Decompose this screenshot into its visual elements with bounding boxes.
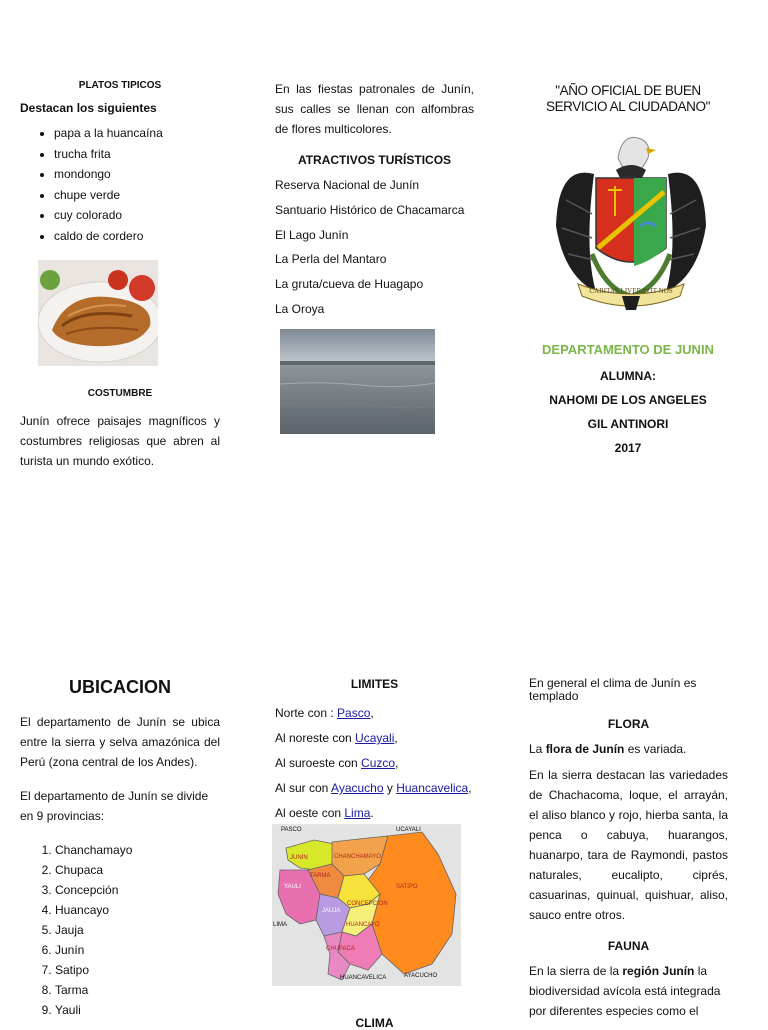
atractivo-item: Santuario Histórico de Chacamarca [275,202,465,217]
flora-suffix: es variada. [624,742,687,756]
map-label-huancayo: HUANCAYO [346,922,380,928]
limites-title: LIMITES [350,677,399,691]
clima-title: CLIMA [355,1016,394,1030]
provincia-item: 8. Tarma [55,980,220,1000]
map-label-huancavelica: HUANCAVELICA [340,975,387,981]
clima-text: En general el clima de Junín es templado [529,676,697,703]
map-label-concepcion: CONCEPCION [347,901,388,907]
atractivo-item: La Oroya [275,301,325,316]
map-label-ayacucho: AYACUCHO [404,973,438,979]
provincia-item: 7. Satipo [55,960,220,980]
flora-bold: flora de Junín [545,742,625,756]
plato-item: • chupe verde [54,185,220,206]
atractivo-item: La Perla del Mantaro [275,252,387,267]
platos-list [20,123,220,246]
plato-item: • papa a la huancaína [54,123,220,144]
provincias-list [20,840,220,1020]
lima-link[interactable]: Lima [344,806,371,820]
sur-prefix: Al sur con [275,781,332,795]
suroeste-suffix: , [395,756,399,770]
plato-item: • cuy colorado [54,205,220,226]
panel-costumbre [20,388,220,471]
limite-sur [275,778,474,798]
panel-atractivos [275,79,474,324]
noreste-suffix: , [394,731,398,745]
map-label-jauja: JAUJA [322,908,341,914]
costumbre-title: COSTUMBRE [87,388,153,399]
provincia-item: 3. Concepción [55,880,220,900]
plato-item: • trucha frita [54,144,220,165]
map-label-lima: LIMA [273,922,288,928]
alumna-label: ALUMNA: [600,369,656,383]
atractivos-title: ATRACTIVOS TURÍSTICOS [297,153,452,167]
year: 2017 [614,441,642,455]
sur-suffix: , [468,781,472,795]
norte-suffix: , [370,706,374,720]
provincia-item: 9. Yauli [55,1000,220,1020]
fauna-bold: región Junín [622,964,695,978]
student-name-1: NAHOMI DE LOS ANGELES [549,393,707,407]
provincias-intro: El departamento de Junín se divide en 9 provincias: [20,789,209,823]
flora-intro [529,739,728,759]
atractivo-item: Reserva Nacional de Junín [275,178,420,192]
limite-suroeste [275,753,474,773]
fauna-prefix: En la sierra de la [529,964,623,978]
costumbre-text: Junín ofrece paisajes magníficos y costumbres religiosas que abren al turista un mundo exótico. [20,414,220,468]
junin-map [272,824,461,986]
norte-prefix: Norte con : [275,706,338,720]
atractivo-item: La gruta/cueva de Huagapo [275,277,424,292]
pasco-link[interactable]: Pasco [337,706,371,720]
panel-ubicacion [20,677,220,1020]
provincia-item: 1. Chanchamayo [55,840,220,860]
map-label-ucayali: UCAYALI [396,827,421,833]
cuzco-link[interactable]: Cuzco [361,756,396,770]
panel-flora-fauna [529,677,728,1021]
fiestas-text: En las fiestas patronales de Junín, sus calles se llenan con alfombras de flores multicolores. [275,82,474,136]
limite-norte [275,703,474,723]
crest-ribbon: CARITAS LIVERAVIT NOS [589,287,673,295]
flora-title: FLORA [607,717,650,731]
map-label-chanchamayo: CHANCHAMAYO [334,854,381,860]
food-photo [38,260,158,366]
map-label-pasco: PASCO [281,827,302,833]
limite-noreste [275,728,474,748]
fauna-suffix: la biodiversidad avícola está integrada por diferentes especies como el [529,964,721,1018]
flora-text: En la sierra destacan las variedades de Chachacoma, loque, el arrayán, el aliso blanco y rojo, hierba santa, la penca o cabuya, huarangos, huanarpo, tara de Raymondi, pastos naturales, eucalipto, ciprés, casuarinas, quinual, quishuar, aliso, sauco entre otros. [529,768,728,922]
noreste-prefix: Al noreste con [275,731,356,745]
oeste-prefix: Al oeste con [275,806,345,820]
map-label-tarma: TARMA [310,873,331,879]
limite-oeste [275,803,474,823]
ucayali-link[interactable]: Ucayali [355,731,395,745]
provincia-item: 2. Chupaca [55,860,220,880]
ubicacion-text: El departamento de Junín se ubica entre la sierra y selva amazónica del Perú (zona central de los Andes). [20,715,220,769]
fauna-title: FAUNA [607,939,650,953]
atractivos-list [275,175,474,319]
flora-prefix: La [529,742,546,756]
map-label-yauli: YAULI [284,884,301,890]
plato-item: • caldo de cordero [54,226,220,247]
junin-crest [556,130,706,318]
plato-item: • mondongo [54,164,220,185]
provincia-item: 6. Junín [55,940,220,960]
panel-limites [275,677,474,823]
oeste-suffix: . [370,806,374,820]
ayacucho-link[interactable]: Ayacucho [331,781,384,795]
huancavelica-link[interactable]: Huancavelica [396,781,469,795]
atractivo-item: El Lago Junín [275,227,349,242]
motto: "AÑO OFICIAL DE BUEN SERVICIO AL CIUDADANO" [545,83,711,114]
map-label-junin: JUNIN [290,855,308,861]
student-name-2: GIL ANTINORI [587,417,669,431]
map-label-chupaca: CHUPACA [326,946,355,952]
destacan-text: Destacan los siguientes [20,101,157,115]
departamento-title: DEPARTAMENTO DE JUNIN [542,342,714,357]
fauna-text [529,961,728,1021]
suroeste-prefix: Al suroeste con [275,756,362,770]
cover-info [530,342,726,455]
provincia-item: 4. Huancayo [55,900,220,920]
map-label-satipo: SATIPO [396,884,418,890]
sur-mid: y [383,781,397,795]
panel-platos [20,80,220,246]
panel-portada [530,83,726,115]
lake-photo [280,329,435,434]
platos-title: PLATOS TIPICOS [78,80,162,91]
provincia-item: 5. Jauja [55,920,220,940]
ubicacion-title: UBICACION [69,677,171,697]
